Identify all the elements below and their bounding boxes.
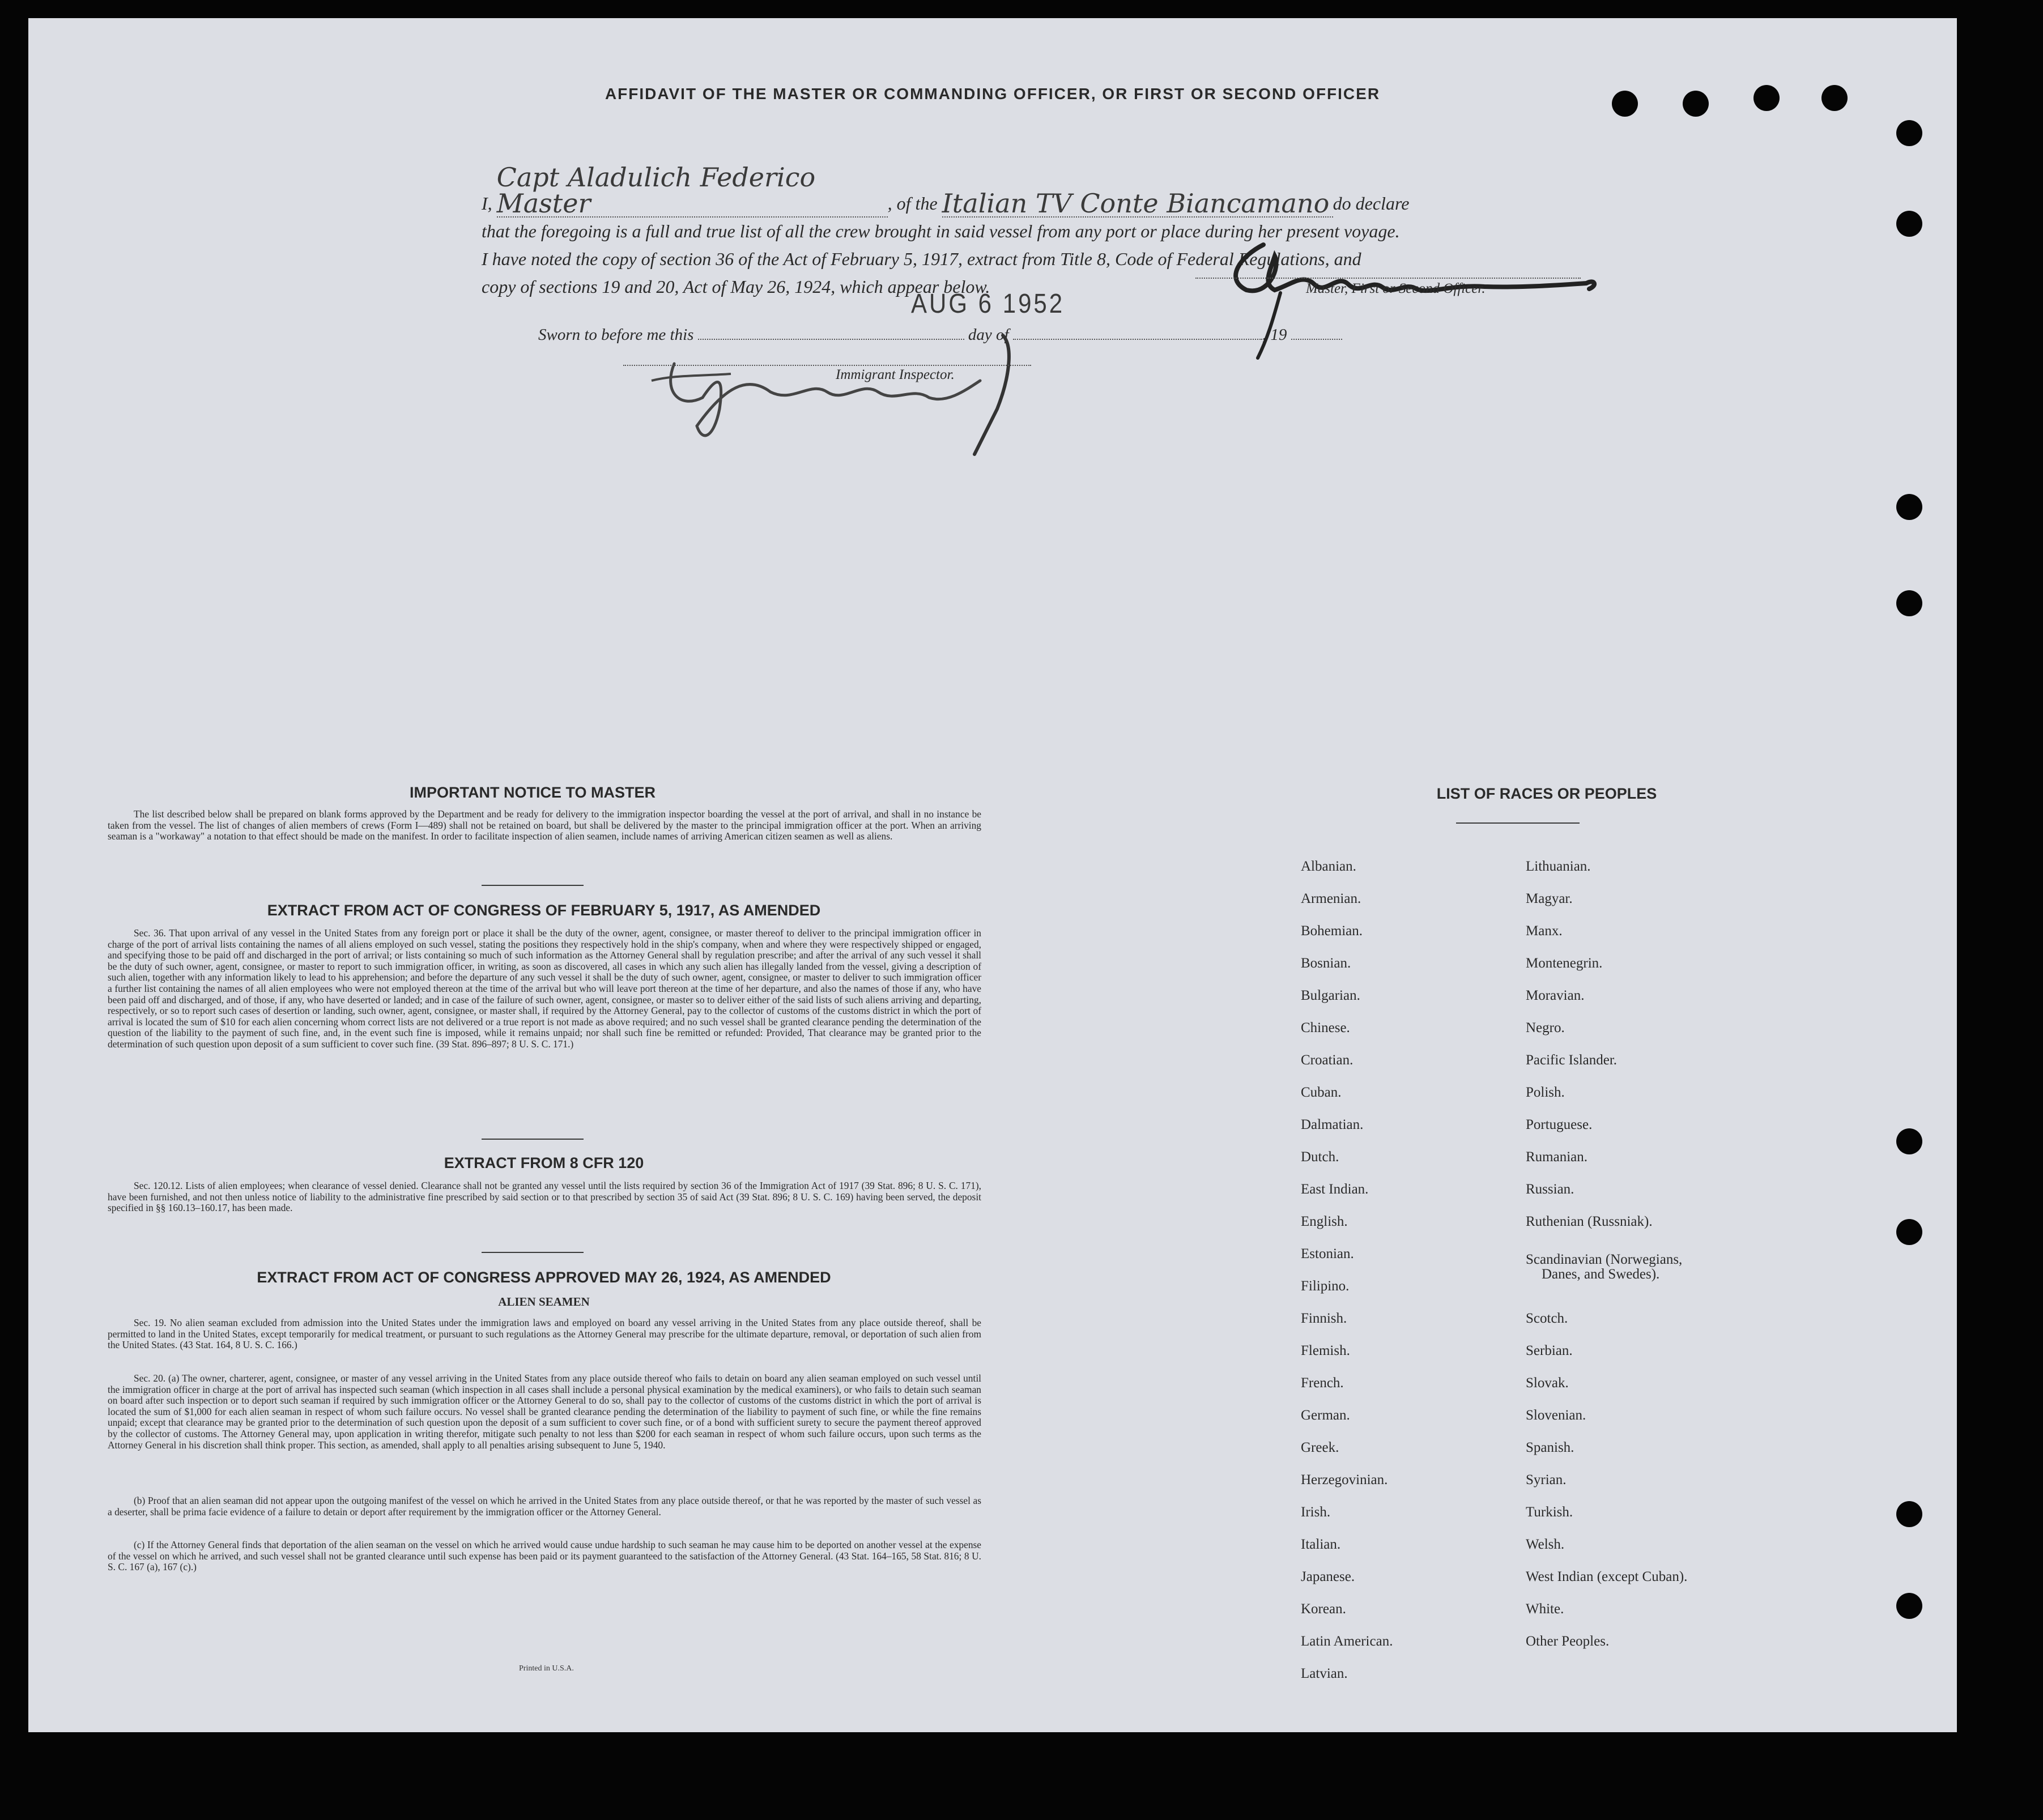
punch-hole	[1896, 1219, 1922, 1245]
race-item: Irish.	[1301, 1504, 1331, 1520]
race-item: Welsh.	[1526, 1537, 1565, 1552]
notice-title: IMPORTANT NOTICE TO MASTER	[410, 784, 656, 801]
master-signature-line	[1195, 278, 1581, 279]
extract-1917-title: EXTRACT FROM ACT OF CONGRESS OF FEBRUARY 5, 1917, AS AMENDED	[267, 902, 821, 919]
race-item: Greek.	[1301, 1440, 1339, 1455]
race-item: Negro.	[1526, 1020, 1565, 1035]
race-item: Russian.	[1526, 1182, 1574, 1197]
race-item: Serbian.	[1526, 1343, 1573, 1358]
printed-in-usa: Printed in U.S.A.	[519, 1664, 574, 1673]
punch-hole	[1896, 1593, 1922, 1619]
document-page	[28, 18, 1957, 1732]
race-item: Finnish.	[1301, 1311, 1347, 1326]
declaration-line: copy of sections 19 and 20, Act of May 26, 1924, which appear below.	[482, 276, 990, 297]
race-item: Other Peoples.	[1526, 1634, 1610, 1649]
punch-hole	[1896, 211, 1922, 237]
punch-hole	[1896, 1501, 1922, 1527]
race-item: Slovenian.	[1526, 1408, 1586, 1423]
sec-20c-text: (c) If the Attorney General finds that deportation of the alien seaman on the vessel on which he arrived would cause undue hardship to such seaman he may cause him to be deported on another vessel at the expense of the vessel on which he arrived, and such vessel shall not be granted clearance until such expense has been paid or its payment guaranteed to the satisfaction of the Attorney General. (43 Stat. 164–165, 58 Stat. 816; 8 U. S. C. 167 (a), 167 (c).)	[108, 1539, 981, 1573]
race-item: Portuguese.	[1526, 1117, 1593, 1132]
of-the-text: , of the	[887, 193, 938, 214]
race-item: Pacific Islander.	[1526, 1052, 1618, 1068]
race-item: Magyar.	[1526, 891, 1573, 906]
race-item: Filipino.	[1301, 1278, 1350, 1294]
race-item: Scandinavian (Norwegians,	[1526, 1252, 1683, 1267]
inspector-signature	[640, 313, 1048, 460]
race-item: White.	[1526, 1601, 1564, 1617]
extract-1917-text: Sec. 36. That upon arrival of any vessel in the United States from any foreign port or place it shall be the duty of the owner, agent, consignee, or master thereof to deliver to the principal immigration officer in charge of the port of arrival lists containing the names of all aliens employed on such vessel, stating the positions they respectively hold in the ship's company, when and where they were respectively shipped or engaged, and specifying those to be paid off and discharged in the port of arrival; or lists containing so much of such information as the Attorney General shall by regulation prescribe; and after the arrival of any such vessel it shall be the duty of such owner, agent, consignee, or master to report to such immigration officer, in writing, as soon as discovered, all cases in which any such alien has illegally landed from the vessel, giving a description of such alien, together with any information likely to lead to his apprehension; and before the departure of any such vessel it shall be the duty of such owner, agent, consignee, or master to deliver to such immigration officer a further list containing the names of all alien employees who were not employed thereon at the time of the arrival but who will leave port thereon at the time of her departure, and also the names of those if any, who have been paid off and discharged, and of those, if any, who have deserted or landed; and in case of the failure of such owner, agent, consignee, or master so to deliver either of the said lists of such aliens arriving and departing, respectively, or so to report such cases of desertion or landing, such owner, agent, consignee, or master shall, if required by the Attorney General, pay to the collector of customs of the customs district in which the port of arrival is located the sum of $10 for each alien concerning whom correct lists are not delivered or a true report is not made as above required; and no such vessel shall be granted clearance pending the determination of the question of the liability to the payment of such fine, and, in the event such fine is imposed, while it remains unpaid; nor shall such fine be remitted or refunded: Provided, That clearance may be granted prior to the determination of such question upon deposit of a sum sufficient to cover such fine. (39 Stat. 896–897; 8 U. S. C. 171.)	[108, 927, 981, 1050]
race-item: Korean.	[1301, 1601, 1346, 1617]
pronoun: I,	[482, 193, 492, 214]
do-declare-text: do declare	[1333, 193, 1410, 214]
race-item: Latvian.	[1301, 1666, 1348, 1681]
divider	[482, 1139, 584, 1140]
race-item: Latin American.	[1301, 1634, 1393, 1649]
race-item: Slovak.	[1526, 1375, 1569, 1391]
divider	[482, 885, 584, 886]
punch-hole	[1896, 1128, 1922, 1154]
vessel-name-handwritten: Italian TV Conte Biancamano	[942, 190, 1333, 218]
sec-20b-text: (b) Proof that an alien seaman did not appear upon the outgoing manifest of the vessel on which he arrived in the United States from any place outside thereof, or that he was reported by the master of such vessel as a deserter, shall be prima facie evidence of a failure to detain or deport after requirement by the immigration officer or the Attorney General.	[108, 1495, 981, 1518]
inspector-label: Immigrant Inspector.	[836, 367, 955, 382]
race-item: Bosnian.	[1301, 956, 1351, 971]
race-item: Croatian.	[1301, 1052, 1354, 1068]
extract-cfr-text: Sec. 120.12. Lists of alien employees; when clearance of vessel denied. Clearance shall not be granted any vessel until the lists required by section 36 of the Immigration Act of 1917 (39 Stat. 896; 8 U. S. C. 171), have been furnished, and not then unless notice of liability to the administrative fine prescribed by said section or to that prescribed by section 35 of said Act (39 Stat. 896; 8 U. S. C. 169) having been served, the deposit specified in §§ 160.13–160.17, has been made.	[108, 1180, 981, 1214]
race-item: German.	[1301, 1408, 1350, 1423]
race-item: Bohemian.	[1301, 923, 1363, 939]
affidavit-title: AFFIDAVIT OF THE MASTER OR COMMANDING OFFICER, OR FIRST OR SECOND OFFICER	[605, 85, 1381, 103]
date-stamp: AUG 6 1952	[911, 288, 1065, 319]
race-item: English.	[1301, 1214, 1348, 1229]
race-item: Bulgarian.	[1301, 988, 1360, 1003]
race-item: Montenegrin.	[1526, 956, 1603, 971]
notice-text: The list described below shall be prepared on blank forms approved by the Department and be ready for delivery to the immigration inspector boarding the vessel at the port of arrival, and shall in no instance be taken from the vessel. The list of changes of alien members of crews (Form I—489) shall not be retained on board, but shall be delivered by the master to the principal immigration officer at the port. When an arriving seaman is a "workaway" a notation to that effect should be made on the manifest. In order to facilitate inspection of alien seamen, include names of arriving American citizen seamen as well as aliens.	[108, 808, 981, 842]
race-item: Herzegovinian.	[1301, 1472, 1388, 1487]
punch-hole	[1896, 590, 1922, 616]
race-item: East Indian.	[1301, 1182, 1369, 1197]
races-title: LIST OF RACES OR PEOPLES	[1436, 785, 1657, 802]
alien-seamen-subtitle: ALIEN SEAMEN	[498, 1295, 590, 1308]
declaration-line: that the foregoing is a full and true list of all the crew brought in said vessel from any port or place during her present voyage.	[482, 221, 1400, 241]
extract-cfr-title: EXTRACT FROM 8 CFR 120	[444, 1154, 644, 1171]
race-item: Polish.	[1526, 1085, 1565, 1100]
race-item: Armenian.	[1301, 891, 1361, 906]
race-item: Chinese.	[1301, 1020, 1350, 1035]
race-item: Ruthenian (Russniak).	[1526, 1214, 1653, 1229]
race-item: Albanian.	[1301, 859, 1356, 874]
race-item: Scotch.	[1526, 1311, 1568, 1326]
race-item: Estonian.	[1301, 1246, 1354, 1261]
race-item: Danes, and Swedes).	[1542, 1267, 1660, 1282]
race-item: Dalmatian.	[1301, 1117, 1364, 1132]
race-item: French.	[1301, 1375, 1344, 1391]
punch-hole	[1896, 120, 1922, 146]
race-item: Lithuanian.	[1526, 859, 1591, 874]
race-item: Flemish.	[1301, 1343, 1350, 1358]
race-item: Turkish.	[1526, 1504, 1573, 1520]
race-item: Japanese.	[1301, 1569, 1355, 1584]
sec-19-text: Sec. 19. No alien seaman excluded from admission into the United States under the immigration laws and employed on board any vessel arriving in the United States from any place outside thereof, shall be permitted to land in the United States, except temporarily for medical treatment, or pursuant to such regulations as the Attorney General may prescribe for the ultimate departure, removal, or deportation of such alien from the United States. (43 Stat. 164, 8 U. S. C. 166.)	[108, 1317, 981, 1351]
race-item: Spanish.	[1526, 1440, 1574, 1455]
race-item: Rumanian.	[1526, 1149, 1588, 1165]
race-item: Syrian.	[1526, 1472, 1567, 1487]
race-item: Manx.	[1526, 923, 1563, 939]
year-prefix: , 19	[1262, 326, 1287, 344]
day-of-text: day of	[968, 326, 1009, 344]
race-item: Italian.	[1301, 1537, 1341, 1552]
declaration-line: I have noted the copy of section 36 of the Act of February 5, 1917, extract from Title 8, Code of Federal Regulations, and	[482, 249, 1361, 269]
master-label: Master, First or Second Officer.	[1306, 281, 1486, 296]
punch-hole	[1896, 494, 1922, 520]
extract-1924-title: EXTRACT FROM ACT OF CONGRESS APPROVED MAY 26, 1924, AS AMENDED	[257, 1269, 831, 1286]
race-item: Moravian.	[1526, 988, 1585, 1003]
race-item: Dutch.	[1301, 1149, 1339, 1165]
divider	[1456, 822, 1580, 824]
sworn-prefix: Sworn to before me this	[538, 326, 694, 344]
inspector-signature-line	[623, 365, 1031, 366]
master-name-handwritten: Capt Aladulich Federico Master	[497, 164, 888, 218]
race-item: West Indian (except Cuban).	[1526, 1569, 1688, 1584]
race-item: Cuban.	[1301, 1085, 1342, 1100]
divider	[482, 1252, 584, 1253]
sec-20a-text: Sec. 20. (a) The owner, charterer, agent, consignee, or master of any vessel arriving in the United States from any place outside thereof who fails to detain on board any alien seaman employed on such vessel until the immigration officer in charge at the port of arrival has inspected such seaman (which inspection in all cases shall include a personal physical examination by the medical examiners), or who fails to detain such seaman on board after such inspection or to deport such seaman if required by such immigration officer or the Attorney General to do so, shall pay to the collector of customs of the customs district in which the port of arrival is located the sum of $1,000 for each alien seaman in respect of whom such failure occurs. No vessel shall be granted clearance pending the determination of the liability to payment of such fine, or while the fine remains unpaid; except that clearance may be granted prior to the determination of such question upon the deposit of a sum sufficient to cover such fine, or of a bond with sufficient surety to secure the payment thereof approved by the collector of customs. The Attorney General may, upon application in writing therefor, mitigate such penalty to not less than $200 for each seaman in respect of whom such failure occurs, upon such terms as the Attorney General in his discretion shall think proper. This section, as amended, shall apply to all penalties arising subsequent to June 5, 1940.	[108, 1373, 981, 1451]
